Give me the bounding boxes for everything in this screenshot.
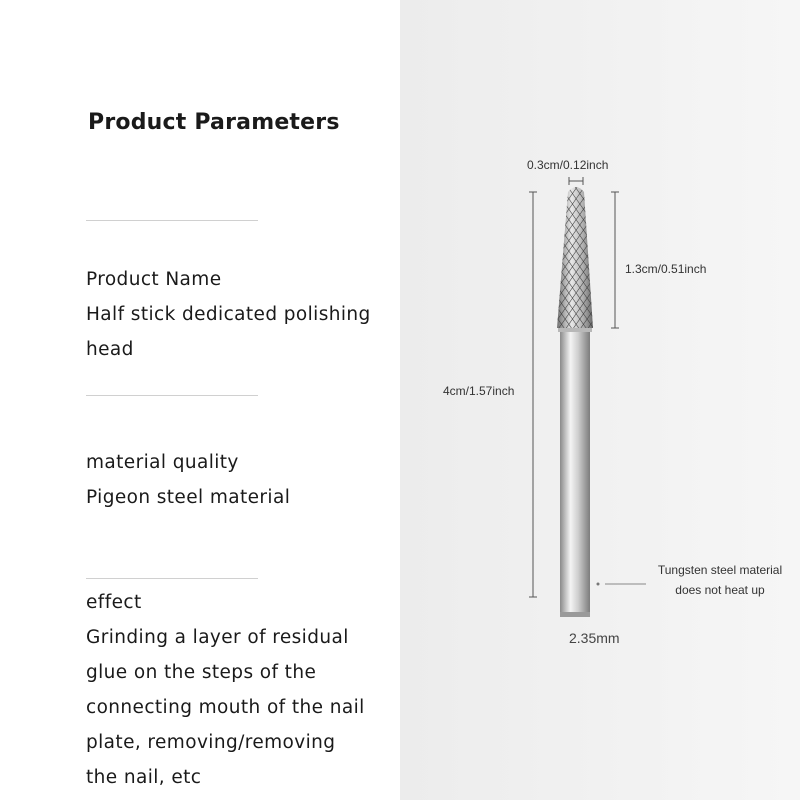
material-note xyxy=(640,560,800,600)
product-name-section xyxy=(86,262,371,367)
tip-width-label: 0.3cm/0.12inch xyxy=(527,158,609,172)
nail-drill-bit-icon xyxy=(400,0,800,800)
effect-section xyxy=(86,585,365,795)
head-length-dimension xyxy=(611,192,619,328)
drill-head xyxy=(550,180,600,330)
effect-line-4: plate, removing/removing xyxy=(86,732,336,753)
material-section xyxy=(86,445,290,515)
total-length-label: 4cm/1.57inch xyxy=(443,384,515,398)
product-name-label: Product Name xyxy=(86,269,222,290)
material-value: Pigeon steel material xyxy=(86,487,291,508)
product-name-line-1: Half stick dedicated polishing xyxy=(86,304,371,325)
tip-width-dimension xyxy=(569,177,583,185)
head-length-label: 1.3cm/0.51inch xyxy=(625,262,707,276)
effect-line-2: glue on the steps of the xyxy=(86,662,317,683)
divider xyxy=(86,395,258,396)
divider xyxy=(86,578,258,579)
divider xyxy=(86,220,258,221)
effect-label: effect xyxy=(86,592,142,613)
note-line-1: Tungsten steel material xyxy=(657,563,783,577)
effect-line-5: the nail, etc xyxy=(86,767,202,788)
note-line-2: does not heat up xyxy=(675,583,765,597)
effect-line-1: Grinding a layer of residual xyxy=(86,627,349,648)
product-name-line-2: head xyxy=(86,339,134,360)
shank-diameter-label: 2.35mm xyxy=(569,630,620,646)
page-title: Product Parameters xyxy=(88,110,340,135)
material-label: material quality xyxy=(86,452,239,473)
total-length-dimension xyxy=(529,192,537,597)
note-pointer xyxy=(597,583,647,586)
effect-line-3: connecting mouth of the nail xyxy=(86,697,365,718)
drill-shank xyxy=(560,325,590,617)
